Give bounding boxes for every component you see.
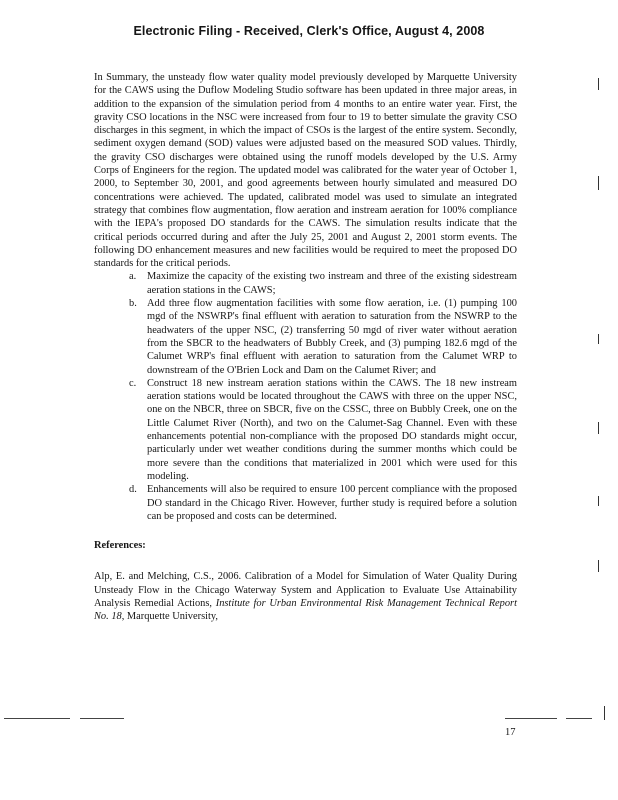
scan-artifact-rule [4,718,70,719]
scan-artifact-tick [598,176,599,190]
scan-artifact-tick [598,422,599,434]
scan-artifact-rule [566,718,592,719]
list-marker: c. [129,377,137,389]
scan-artifact-tick [598,496,599,506]
list-marker: b. [129,298,137,310]
scan-artifact-tick [598,78,599,90]
list-item [94,377,517,483]
document-body [94,71,517,624]
list-item [94,297,517,377]
references-heading: References: [94,540,146,552]
scan-artifact-tick [598,560,599,572]
summary-paragraph: In Summary, the unsteady flow water quality model previously developed by Marquette University for the CAWS using the Duflow Modeling Studio software has been updated in three major areas, in addition to the expansion of the simulation period from 4 months to an entire water year. First, the gravity CSO locations in the NSC were increased from four to 19 to better simulate the gravity CSO discharges in this segment, in which the impact of CSOs is the largest of the entire system. Secondly, sediment oxygen demand (SOD) values were adjusted based on the measured SOD values. Thirdly, the gravity CSO discharges were obtained using the runoff models developed by the U.S. Army Corps of Engineers for the region. The updated model was calibrated for the water year of October 1, 2000, to September 30, 2001, and good agreements between hourly simulated and measured DO concentrations were achieved. The updated, calibrated model was used to simulate an integrated strategy that combines flow augmentation, flow aeration and instream aeration for 100% compliance with the IEPA's proposed DO standards for the CAWS. The simulation results indicate that the critical periods occurred during and after the July 25, 2001 and August 2, 2001 storm events. The following DO enhancement measures and new facilities would be required to meet the proposed DO standards for the critical periods. [94,72,517,270]
list-marker: d. [129,484,137,496]
list-item [94,483,517,523]
list-item [94,270,517,297]
reference-tail: , Marquette University, [121,611,218,623]
list-item-text: Add three flow augmentation facilities with some flow aeration, i.e. (1) pumping 100 mgd of the NSWRP's final effluent with aeration to saturation from the NSWRP to the headwaters of the upper NSC, (2) transferring 50 mgd of river water without aeration from the SBCR to the headwaters of Bubbly Creek, and (3) pumping 182.6 mgd of the Calumet WRP's final effluent with aeration to saturation from the Calumet WRP to downstream of the O'Brien Lock and Dam on the Calumet River; and [147,298,517,376]
scan-artifact-tick [598,334,599,344]
page-number: 17 [505,727,516,738]
reference-lead: Alp, E. and Melching, C.S., 2006. Calibration of a Model for Simulation of Water Quality During Unsteady Flow in the Chicago Waterway System and Application to Evaluate Use Attainability Analysis Remedial Actions, [94,571,517,609]
list-item-text: Maximize the capacity of the existing two instream and three of the existing sidestream aeration stations in the CAWS; [147,271,517,296]
filing-stamp-header: Electronic Filing - Received, Clerk's Office, August 4, 2008 [133,24,485,38]
enhancement-measures-list [94,270,517,523]
scan-artifact-rule [80,718,124,719]
list-item-text: Construct 18 new instream aeration stations within the CAWS. The 18 new instream aeration stations would be located throughout the CAWS with three on the upper NSC, one on the NBCR, three on SBCR, five on the CSSC, three on Bubbly Creek, one on the Little Calumet River (North), and two on the Calumet-Sag Channel. Even with these enhancements potential non-compliance with the proposed DO standards might occur, particularly under wet weather conditions during the summer months which could be more severe than the conditions that materialized in 2001 which were used for this modeling. [147,377,517,482]
scan-artifact-tick [604,706,605,720]
reference-entry [94,570,517,623]
list-item-text: Enhancements will also be required to ensure 100 percent compliance with the proposed DO standard in the Chicago River. However, further study is required before a solution can be proposed and costs can be determined. [147,484,517,522]
reference-report-title: Institute for Urban Environmental Risk Management Technical Report No. 18 [94,597,517,623]
scan-artifact-rule [505,718,557,719]
list-marker: a. [129,271,137,283]
